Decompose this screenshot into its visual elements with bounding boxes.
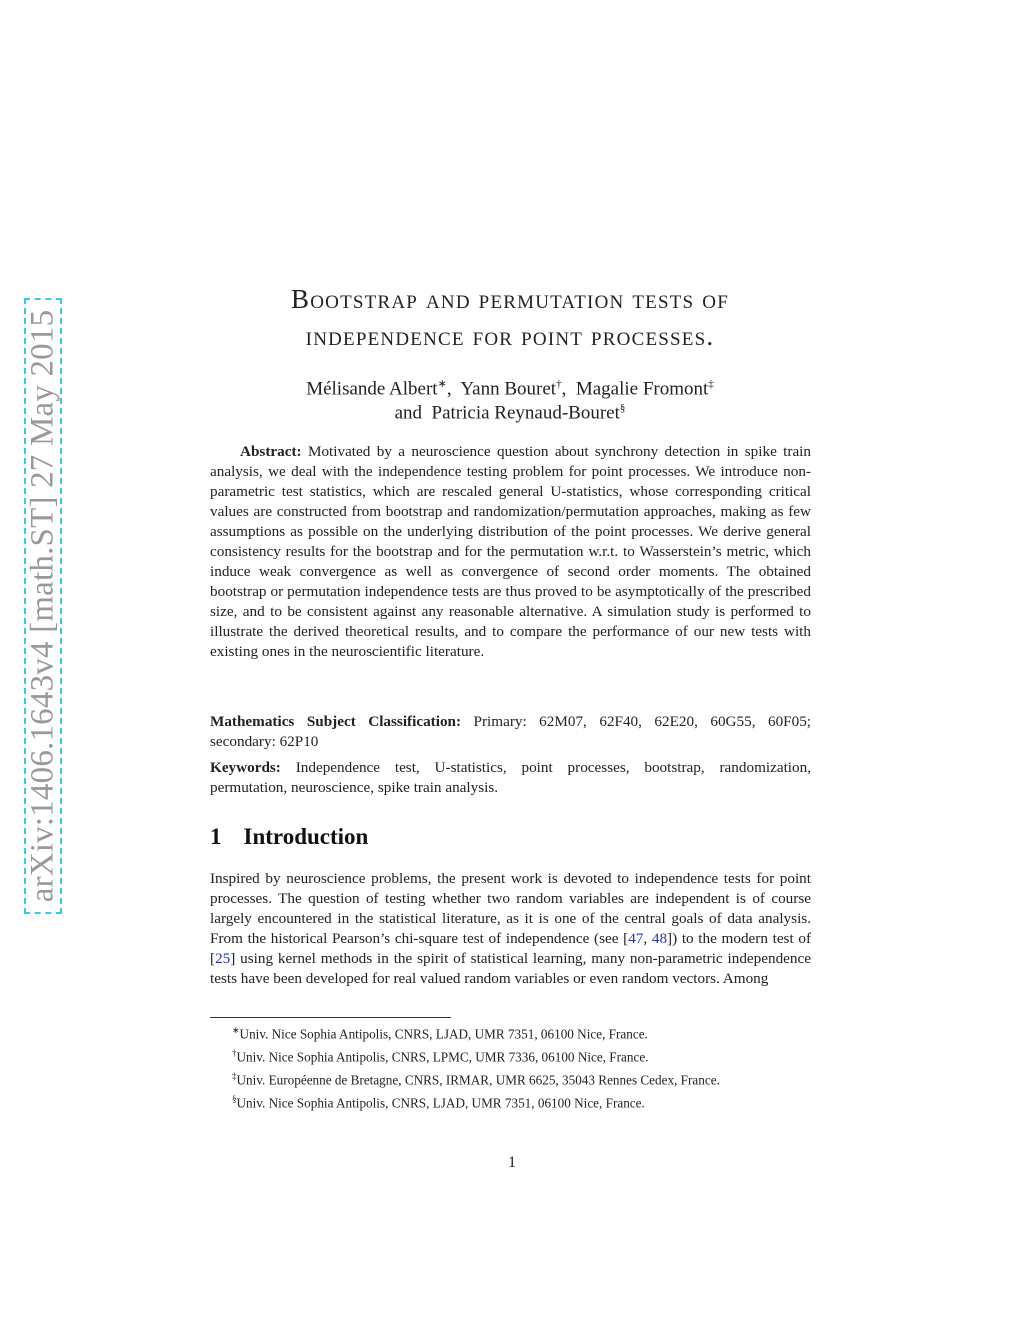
footnote bbox=[210, 1044, 811, 1067]
citation-separator: , bbox=[643, 930, 652, 947]
citation-link[interactable]: 47 bbox=[628, 930, 644, 947]
abstract bbox=[210, 442, 811, 662]
section-title: Introduction bbox=[243, 824, 369, 849]
footnote-rule bbox=[210, 1017, 451, 1018]
authors-line-2 bbox=[200, 402, 820, 424]
author-name: Mélisande Albert bbox=[306, 378, 438, 400]
footnote-mark: ‡ bbox=[232, 1070, 237, 1081]
paper-title-line-1: Bootstrap and permutation tests of bbox=[291, 284, 729, 314]
author-name: Patricia Reynaud-Bouret bbox=[431, 402, 620, 424]
page-number: 1 bbox=[508, 1154, 516, 1171]
abstract-text: Motivated by a neuroscience question about synchrony detection in spike train analysis, we deal with the independence testing problem for point processes. We introduce non-parametric test statistics, which are rescaled general U-statistics, whose corresponding critical values are constructed from bootstrap and randomization/permutation approaches, making as few assumptions as possible on the underlying distribution of the point processes. We derive general consistency results for the bootstrap and for the permutation w.r.t. to Wasserstein’s metric, which induce weak convergence as well as convergence of second order moments. The obtained bootstrap or permutation independence tests are thus proved to be asymptotically of the prescribed size, and to be consistent against any reasonable alternative. A simulation study is performed to illustrate the derived theoretical results, and to compare the performance of our new tests with existing ones in the neuroscientific literature. bbox=[210, 443, 811, 660]
footnote bbox=[210, 1021, 811, 1044]
intro-text-middle: ]) to the modern test of [ bbox=[210, 930, 812, 967]
keywords-label: Keywords: bbox=[210, 759, 281, 776]
citation-link[interactable]: 48 bbox=[651, 930, 668, 947]
footnote-text: Univ. Nice Sophia Antipolis, CNRS, LJAD, UMR 7351, 06100 Nice, France. bbox=[236, 1095, 645, 1111]
footnote bbox=[210, 1067, 811, 1090]
author-name: Magalie Fromont bbox=[575, 378, 709, 400]
footnote-text: Univ. Nice Sophia Antipolis, CNRS, LPMC, UMR 7336, 06100 Nice, France. bbox=[236, 1049, 649, 1065]
authors-line-1: Mélisande Albert∗, Yann Bouret†, Magalie Fromont‡ bbox=[306, 378, 714, 400]
section-heading bbox=[210, 824, 368, 850]
msc-text: Primary: 62M07, 62F40, 62E20, 60G55, 60F05; secondary: 62P10 bbox=[210, 713, 812, 750]
footnote-text: Univ. Européenne de Bretagne, CNRS, IRMAR, UMR 6625, 35043 Rennes Cedex, France. bbox=[236, 1072, 720, 1088]
footnote-text: Univ. Nice Sophia Antipolis, CNRS, LJAD, UMR 7351, 06100 Nice, France. bbox=[239, 1026, 648, 1042]
author-mark: ‡ bbox=[708, 378, 714, 390]
msc-classification bbox=[210, 712, 811, 752]
intro-text-after: ] using kernel methods in the spirit of statistical learning, many non-parametric independence tests have been developed for real valued random variables or even random vectors. Among bbox=[210, 950, 811, 987]
arxiv-identifier: arXiv:1406.1643v4 [math.ST] 27 May 2015 bbox=[24, 309, 61, 903]
arxiv-stamp bbox=[24, 298, 62, 914]
intro-text-before: Inspired by neuroscience problems, the present work is devoted to independence tests for point processes. The question of testing whether two random variables are independent is of course largely encountered in the statistical literature, as it is one of the central goals of data analysis. From the historical Pearson’s chi-square test of independence (see [ bbox=[210, 870, 811, 947]
footnote-mark: § bbox=[232, 1093, 237, 1104]
author-mark: † bbox=[556, 378, 562, 390]
footnote-mark: † bbox=[232, 1047, 237, 1058]
footnote bbox=[210, 1090, 811, 1113]
footnotes bbox=[210, 1021, 811, 1113]
msc-label: Mathematics Subject Classification: bbox=[210, 713, 462, 730]
footnote-mark: ∗ bbox=[232, 1025, 240, 1035]
keywords-text: Independence test, U-statistics, point processes, bootstrap, randomization, permutation, neuroscience, spike train analysis. bbox=[210, 759, 812, 796]
author-mark: § bbox=[619, 402, 626, 414]
section-number: 1 bbox=[210, 824, 222, 849]
author-name: Yann Bouret bbox=[460, 378, 557, 400]
intro-paragraph bbox=[210, 869, 811, 989]
citation-link[interactable]: 25 bbox=[215, 950, 231, 967]
authors-and: and bbox=[394, 402, 423, 424]
author-mark: ∗ bbox=[437, 378, 447, 390]
paper-title-line-2: independence for point processes. bbox=[305, 321, 715, 351]
keywords bbox=[210, 758, 811, 798]
abstract-label: Abstract: bbox=[240, 443, 302, 460]
